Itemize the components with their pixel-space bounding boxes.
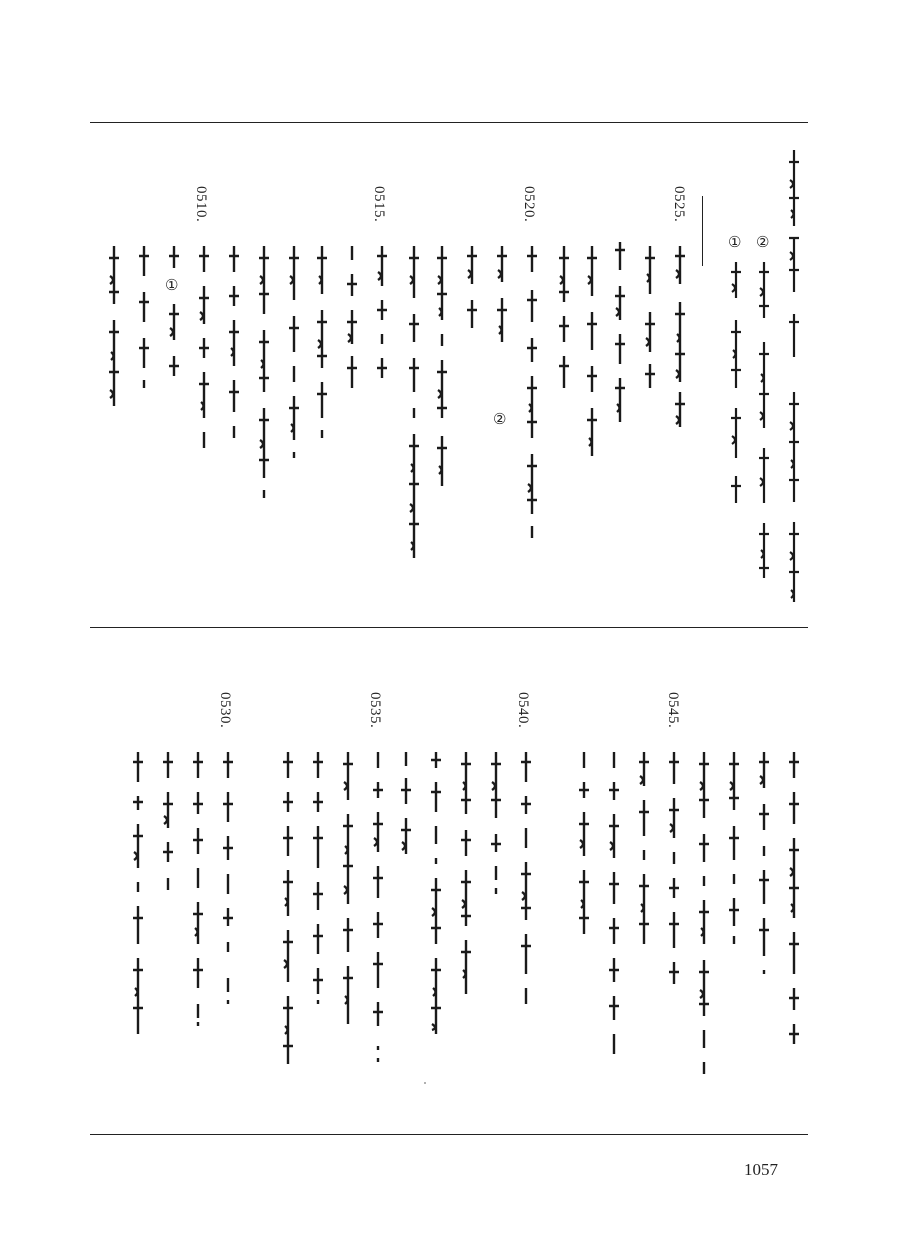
mongolian-script-line xyxy=(286,242,302,462)
verse-line xyxy=(606,748,622,1058)
footnote-marker-1: ① xyxy=(728,233,742,251)
mongolian-script-line xyxy=(606,748,622,1058)
verse-line xyxy=(398,748,414,858)
mongolian-script-line xyxy=(488,748,504,898)
mongolian-script-line xyxy=(756,258,772,588)
mongolian-script-line xyxy=(370,748,386,1068)
mongolian-script-line xyxy=(406,242,422,562)
mongolian-script-line xyxy=(374,242,390,382)
verse-line xyxy=(786,748,802,1048)
line-number: 0510. xyxy=(193,186,209,223)
verse-line xyxy=(286,242,302,462)
mongolian-script-line xyxy=(672,242,688,432)
verse-line xyxy=(166,242,182,272)
verse-line xyxy=(576,748,592,938)
bottom-rule xyxy=(90,1134,808,1135)
mongolian-script-line xyxy=(136,242,152,392)
verse-line xyxy=(458,748,474,998)
verse-line xyxy=(256,242,272,502)
verse-line xyxy=(584,242,600,462)
footnote-line xyxy=(756,258,772,588)
mongolian-script-line xyxy=(310,748,326,1008)
mongolian-script-line xyxy=(398,748,414,858)
verse-line xyxy=(196,242,212,452)
verse-line xyxy=(434,242,450,492)
mongolian-script-line xyxy=(340,748,356,1028)
mongolian-script-line xyxy=(130,748,146,1038)
mongolian-script-line xyxy=(256,242,272,502)
verse-line xyxy=(374,242,390,382)
verse-line xyxy=(494,242,510,352)
mongolian-script-line xyxy=(642,242,658,392)
mongolian-script-line xyxy=(556,242,572,392)
verse-line xyxy=(556,242,572,392)
mongolian-script-line xyxy=(458,748,474,998)
verse-line xyxy=(220,748,236,1008)
verse-line xyxy=(518,748,534,1008)
verse-line xyxy=(672,242,688,432)
mongolian-script-line xyxy=(756,748,772,978)
verse-line xyxy=(166,300,182,380)
mongolian-script-line xyxy=(190,748,206,1028)
verse-line xyxy=(696,748,712,1078)
inline-marker: ② xyxy=(493,410,507,428)
mongolian-script-line xyxy=(434,242,450,492)
verse-line xyxy=(160,748,176,898)
mongolian-script-line xyxy=(196,242,212,452)
mongolian-script-line xyxy=(280,748,296,1068)
verse-line xyxy=(370,748,386,1068)
line-number: 0530. xyxy=(217,692,233,729)
footnote-line xyxy=(786,142,802,612)
verse-line xyxy=(314,242,330,442)
mongolian-script-line xyxy=(726,748,742,948)
mongolian-script-line xyxy=(428,748,444,1038)
verse-line xyxy=(428,748,444,1038)
verse-line xyxy=(488,748,504,898)
mongolian-script-line xyxy=(166,242,182,272)
verse-line xyxy=(310,748,326,1008)
verse-line xyxy=(226,242,242,442)
line-number: 0515. xyxy=(371,186,387,223)
verse-line xyxy=(344,242,360,392)
mongolian-script-line xyxy=(166,300,182,380)
verse-line xyxy=(190,748,206,1028)
footnote-line xyxy=(728,258,744,508)
mongolian-script-line xyxy=(786,748,802,1048)
line-number: 0540. xyxy=(515,692,531,729)
mongolian-script-line xyxy=(344,242,360,392)
verse-line xyxy=(130,748,146,1038)
verse-line xyxy=(106,242,122,412)
mongolian-script-line xyxy=(160,748,176,898)
mongolian-script-line xyxy=(786,142,802,612)
verse-line xyxy=(464,242,480,332)
verse-line xyxy=(406,242,422,562)
middle-rule xyxy=(90,627,808,628)
verse-line xyxy=(612,238,628,428)
mongolian-script-line xyxy=(576,748,592,938)
mongolian-script-line xyxy=(636,748,652,948)
verse-line xyxy=(136,242,152,392)
mongolian-script-line xyxy=(106,242,122,412)
footnote-marker-2: ② xyxy=(756,233,770,251)
line-number: 0520. xyxy=(521,186,537,223)
mongolian-script-line xyxy=(494,242,510,352)
mongolian-script-line xyxy=(696,748,712,1078)
mongolian-script-line xyxy=(584,242,600,462)
mongolian-script-line xyxy=(226,242,242,442)
scan-speck xyxy=(424,1082,426,1084)
mongolian-script-line xyxy=(612,238,628,428)
verse-line xyxy=(642,242,658,392)
line-number: 0525. xyxy=(671,186,687,223)
verse-line xyxy=(280,748,296,1068)
verse-line xyxy=(726,748,742,948)
mongolian-script-line xyxy=(314,242,330,442)
top-rule xyxy=(90,122,808,123)
mongolian-script-line xyxy=(728,258,744,508)
mongolian-script-line xyxy=(220,748,236,1008)
verse-line xyxy=(666,748,682,988)
verse-line xyxy=(524,242,540,542)
line-number: 0545. xyxy=(665,692,681,729)
inline-marker: ① xyxy=(165,276,179,294)
mongolian-script-line xyxy=(666,748,682,988)
verse-line xyxy=(340,748,356,1028)
mongolian-script-line xyxy=(464,242,480,332)
footnote-separator xyxy=(702,196,703,266)
verse-line xyxy=(636,748,652,948)
mongolian-script-line xyxy=(524,242,540,542)
mongolian-script-line xyxy=(518,748,534,1008)
verse-line xyxy=(756,748,772,978)
page-number: 1057 xyxy=(744,1160,778,1179)
line-number: 0535. xyxy=(367,692,383,729)
